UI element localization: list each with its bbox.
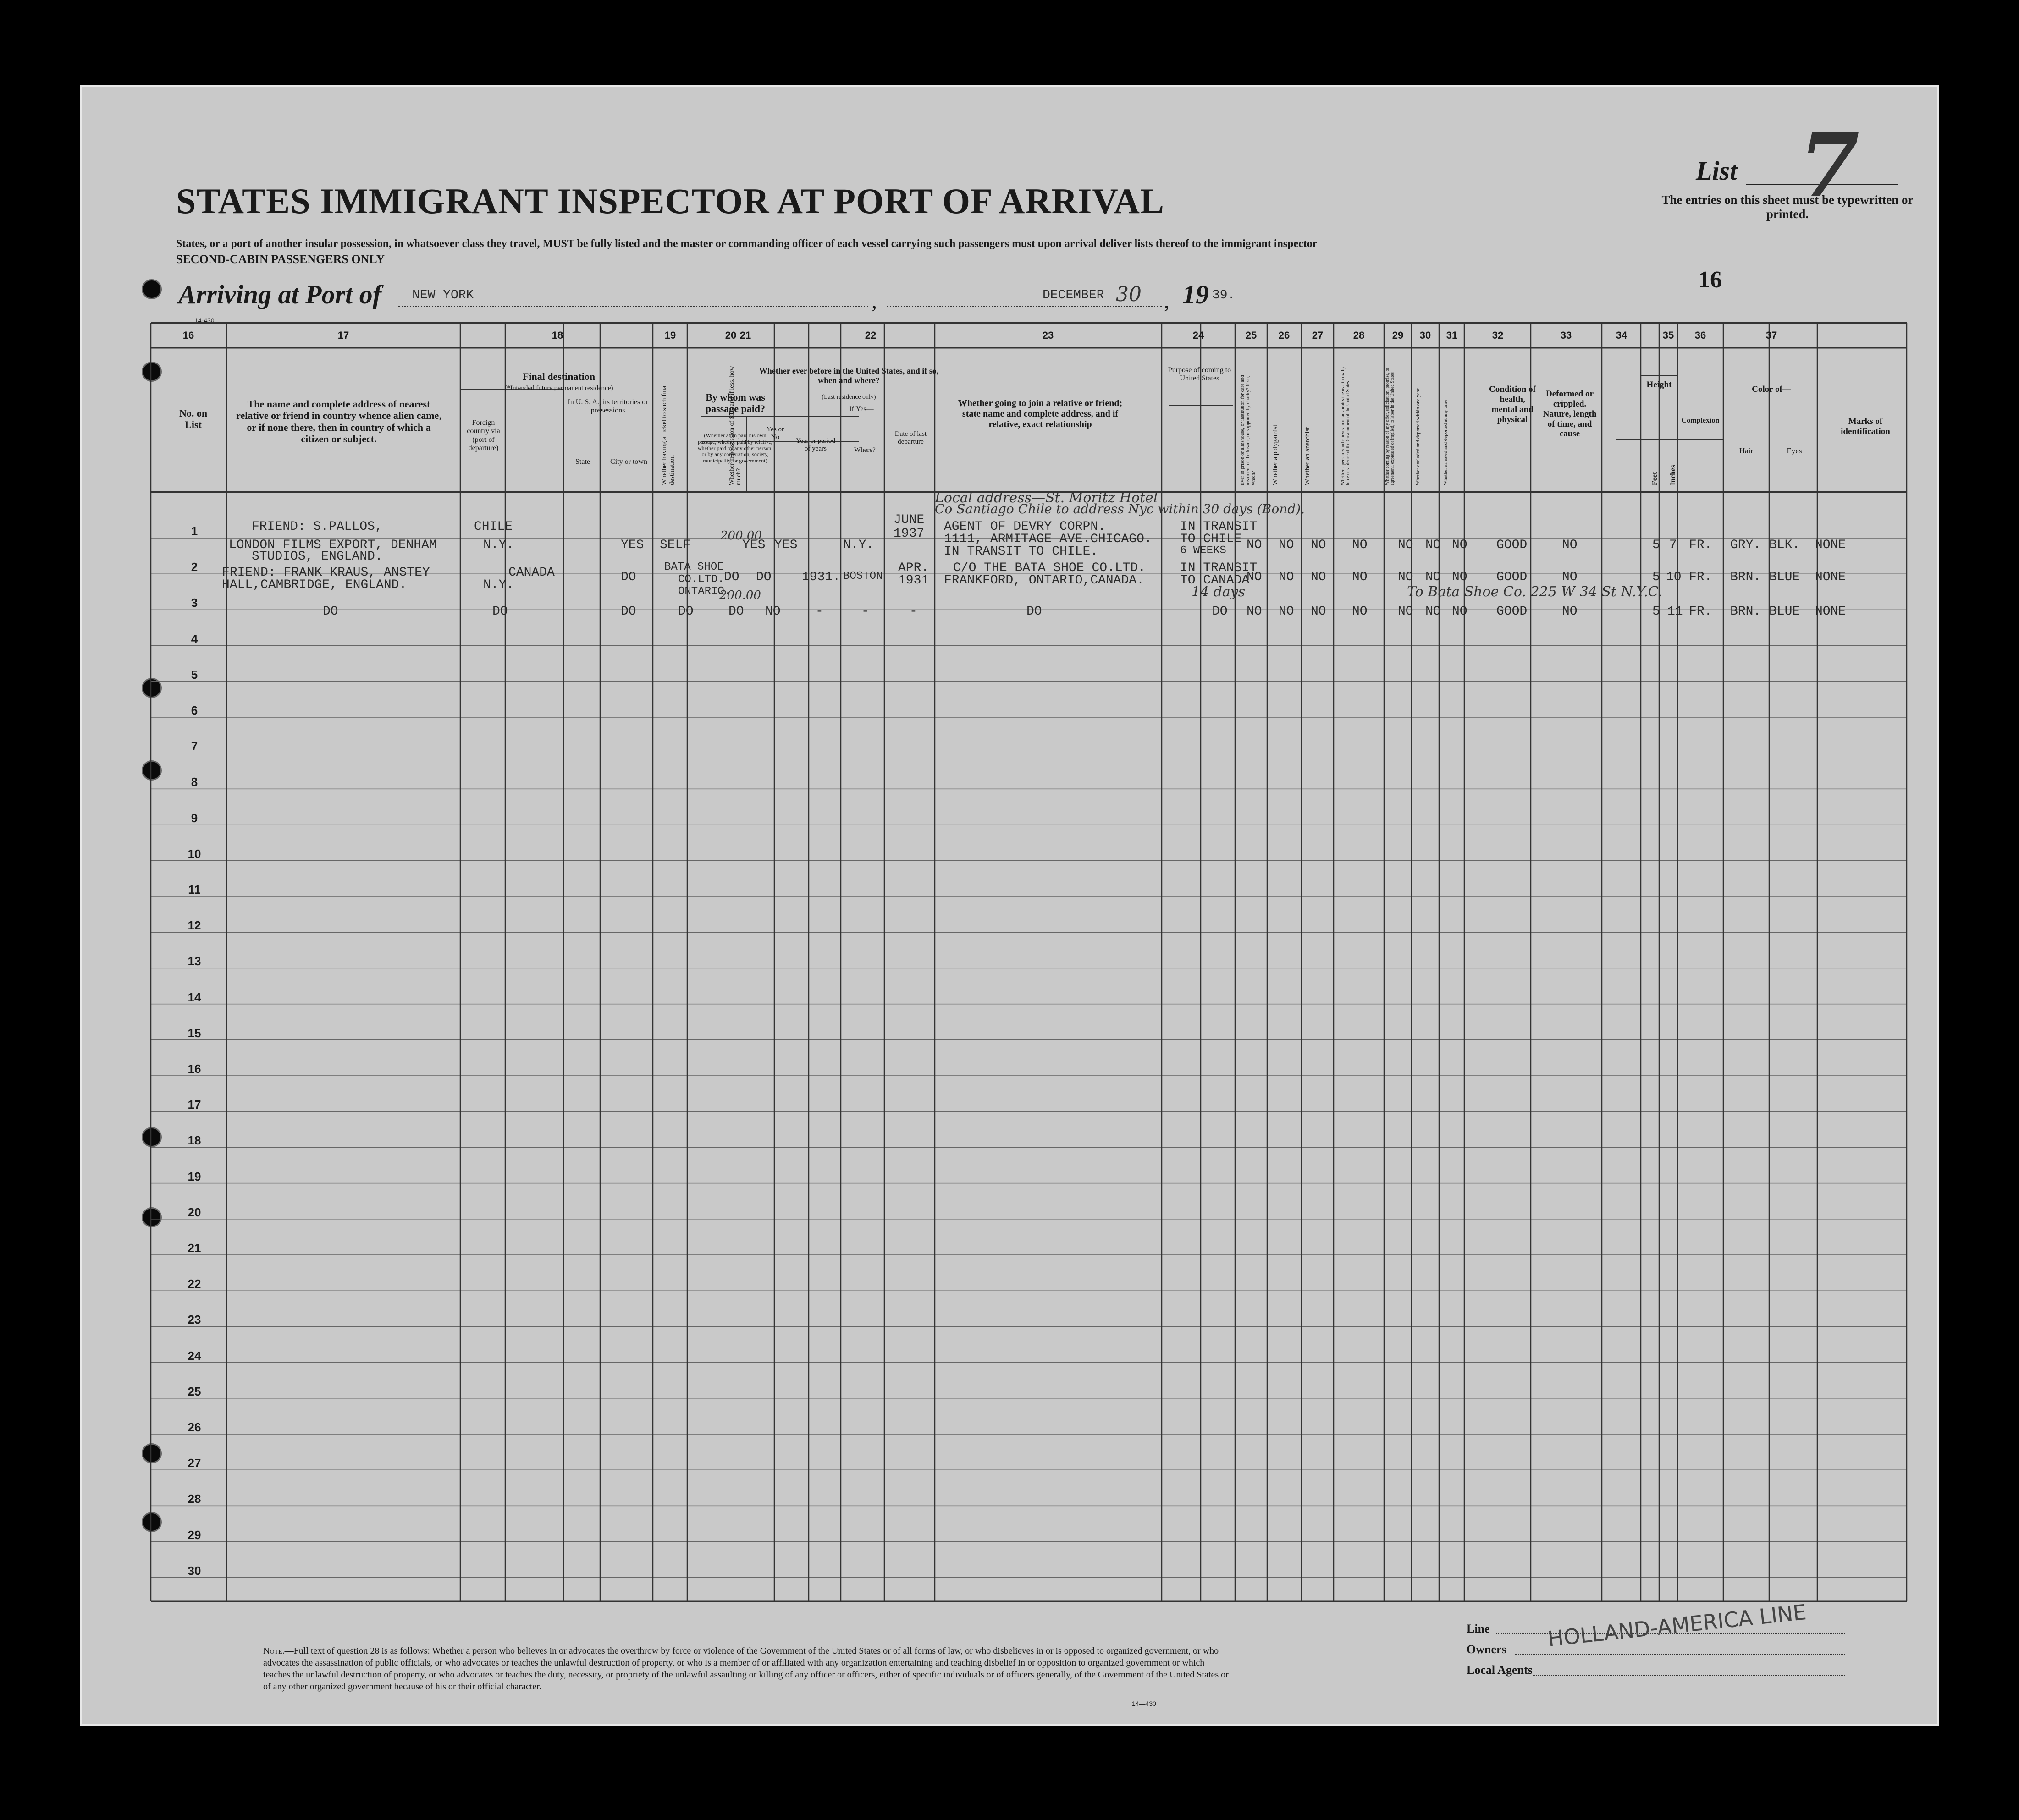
r1-join-c: IN TRANSIT TO CHILE. [944, 544, 1098, 559]
r3-before-where: - [861, 605, 869, 619]
footnote [263, 1645, 1230, 1693]
row-number: 13 [188, 954, 201, 968]
r3-q25: NO [1247, 605, 1262, 619]
second-cabin-label: SECOND-CABIN PASSENGERS ONLY [176, 253, 385, 266]
r1-before-years: YES [774, 538, 798, 552]
r3-health: GOOD [1496, 605, 1528, 619]
column-number: 25 [1245, 330, 1257, 341]
r2-purpose-b: TO CANADA [1180, 573, 1250, 588]
row-number: 27 [188, 1456, 201, 1470]
row-number: 11 [188, 883, 201, 896]
r2-q27: NO [1311, 570, 1326, 584]
col18-sub: (*Intended future permanent residence) [504, 385, 613, 392]
row-number: 7 [191, 739, 198, 753]
r1-before-yes: YES [742, 538, 766, 552]
col35-header: Complexion [1681, 417, 1720, 424]
col36-eyes: Eyes [1787, 446, 1802, 455]
agents-rule [1533, 1675, 1845, 1676]
r2-paid-c: ONTARIO. [678, 585, 731, 598]
r2-q28: NO [1352, 570, 1368, 584]
row-number: 28 [188, 1492, 201, 1506]
r1-q25: NO [1247, 538, 1262, 552]
row-number: 17 [188, 1098, 201, 1112]
column-number: 19 [664, 330, 676, 341]
r1-relative-b: LONDON FILMS EXPORT, DENHAM [229, 538, 437, 552]
row-number: 1 [191, 524, 198, 538]
col18-usa: In U. S. A., its territories or possessions [568, 398, 648, 415]
column-number: 18 [552, 330, 563, 341]
page-number: 16 [1698, 267, 1722, 293]
column-number: 27 [1312, 330, 1324, 341]
port-value: NEW YORK [412, 288, 474, 302]
r2-ticket: DO [621, 570, 636, 584]
r3-before-years: - [816, 605, 823, 619]
r3-money-hand: 200.00 [719, 588, 761, 602]
col17-header: The name and complete address of nearest relative or friend in country whence alien came, or if none there, then in country of which a citizen or subject. [236, 398, 441, 445]
r2-q29: NO [1398, 570, 1413, 584]
r2-paid-a: BATA SHOE [664, 561, 724, 573]
r3-relative: DO [323, 605, 338, 619]
r2-hair: BRN. [1730, 570, 1761, 584]
instructions-line: States, or a port of another insular possession, in whatsoever class they travel, MUST be fully listed and the master or commanding officer of each vessel carrying such passengers must upon arrival deliver lists thereof to the immigrant inspector [176, 238, 1318, 250]
r2-q31: NO [1452, 570, 1467, 584]
col27-header: Whether an anarchist [1304, 427, 1311, 485]
col29-header: Whether coming by reason of any offer, solicitation, promise, or agreement, expressed or implied, to labor in the United States [1385, 367, 1395, 485]
r2-purpose-a: IN TRANSIT [1180, 561, 1258, 575]
r2-before-yes: DO [756, 570, 772, 584]
month-value: DECEMBER [1043, 288, 1104, 302]
r2-state: N.Y. [483, 578, 514, 592]
col19-header: Whether having a ticket to such final destination [661, 384, 676, 485]
row-number: 12 [188, 918, 201, 933]
col36-hair: Hair [1739, 446, 1754, 455]
row-number: 2 [191, 560, 198, 574]
col18-foreign: Foreign country via (port of departure) [467, 419, 500, 452]
row-number: 10 [188, 847, 201, 861]
owners-label: Owners [1467, 1643, 1506, 1656]
col28-header: Whether a person who believes in or advocates the overthrow by force or violence of the Government of the United States [1340, 366, 1351, 485]
r1-q26: NO [1279, 538, 1294, 552]
col22-sub: (Last residence only) [822, 394, 876, 401]
r1-purpose-a: IN TRANSIT [1180, 520, 1258, 534]
col18-city: City or town [610, 458, 647, 466]
r3-q30: NO [1425, 605, 1441, 619]
col32-header: Condition of health, mental and physical [1489, 385, 1536, 424]
r2-feet: 5 [1652, 570, 1660, 584]
list-label: List [1696, 156, 1738, 186]
r3-inches: 11 [1667, 605, 1683, 619]
r3-feet: 5 [1652, 605, 1660, 619]
r2-relative-a: FRIEND: FRANK KRAUS, ANSTEY [222, 566, 430, 580]
r1-marks: NONE [1815, 538, 1846, 552]
column-number: 32 [1492, 330, 1504, 341]
col22-where: Where? [854, 446, 876, 454]
r2-purpose-hand: 14 days [1192, 584, 1246, 600]
row-number: 9 [191, 811, 198, 825]
r3-before-yes: NO [765, 605, 781, 619]
col18-state: State [575, 458, 590, 466]
r3-marks: NONE [1815, 605, 1846, 619]
col23-header: Whether going to join a relative or friend; state name and complete address, and if relative, exact relationship [958, 398, 1123, 429]
column-number: 33 [1560, 330, 1572, 341]
column-number: 26 [1278, 330, 1290, 341]
col34-inches: Inches [1669, 465, 1677, 485]
col37-header: Marks of identification [1841, 417, 1890, 436]
row-number: 15 [188, 1026, 201, 1040]
r2-health: GOOD [1496, 570, 1528, 584]
column-number: 30 [1419, 330, 1431, 341]
r3-deformed: NO [1562, 605, 1578, 619]
row-number: 24 [188, 1348, 201, 1363]
list-number: 7 [1799, 114, 1860, 216]
column-number: 28 [1353, 330, 1365, 341]
col34-header: Height [1646, 380, 1672, 390]
r3-paid: DO [678, 605, 694, 619]
column-number: 29 [1392, 330, 1404, 341]
col22-yesno: Yes or No [766, 426, 784, 441]
col30-header: Whether excluded and deported within one year [1415, 388, 1421, 485]
r1-relative-c: STUDIOS, ENGLAND. [252, 550, 383, 564]
row-number: 26 [188, 1420, 201, 1434]
year-comma: , [1164, 289, 1169, 313]
r1-ticket: YES [621, 538, 644, 552]
r3-eyes: BLUE [1769, 605, 1800, 619]
row-number: 19 [188, 1169, 201, 1183]
r2-q25: NO [1247, 570, 1262, 584]
r3-money: DO [728, 605, 744, 619]
column-number: 17 [337, 330, 349, 341]
r3-q31: NO [1452, 605, 1467, 619]
r3-ticket: DO [621, 605, 636, 619]
form-number: 14-430 [194, 317, 215, 324]
r1-hair: GRY. [1730, 538, 1761, 552]
manifest-sheet [80, 85, 1939, 1726]
row-number: 22 [188, 1277, 201, 1291]
col24-header: Purpose of coming to United States [1168, 366, 1231, 383]
row-number: 18 [188, 1133, 201, 1148]
r2-q26: NO [1279, 570, 1294, 584]
row-number: 14 [188, 990, 201, 1004]
r1-before-where: N.Y. [843, 538, 874, 552]
column-number: 23 [1042, 330, 1054, 341]
r2-hand-note: To Bata Shoe Co. 225 W 34 St N.Y.C. [1407, 584, 1663, 600]
r2-complexion: FR. [1689, 570, 1712, 584]
row-number: 8 [191, 775, 198, 789]
r2-join-b: FRANKFORD, ONTARIO,CANADA. [944, 573, 1144, 588]
column-number: 34 [1616, 330, 1627, 341]
row-number: 6 [191, 704, 198, 717]
r1-date-b: 1937 [894, 527, 925, 541]
col21-header: Whether in possession of $50, and if less, how much? [728, 366, 743, 485]
r2-eyes: BLUE [1769, 570, 1800, 584]
r2-marks: NONE [1815, 570, 1846, 584]
r2-inches: 10 [1666, 570, 1682, 584]
year-suffix: 39. [1212, 288, 1236, 302]
column-number: 20 [725, 330, 737, 341]
owners-rule [1515, 1654, 1845, 1655]
r1-feet: 5 [1652, 538, 1660, 552]
col20-sub: (Whether alien paid his own passage, whether paid by relative, whether paid by any other person, or by any corporation, society, municipality, or government) [697, 432, 773, 464]
r1-q29: NO [1398, 538, 1413, 552]
r1-health: GOOD [1496, 538, 1528, 552]
footer-form-number: 14—430 [1132, 1700, 1156, 1707]
col34-feet: Feet [1651, 472, 1659, 485]
r1-q31: NO [1452, 538, 1467, 552]
r3-before-date: - [910, 605, 917, 619]
col22-header: Whether ever before in the United States, and if so, when and where? [759, 366, 939, 385]
column-number: 37 [1765, 330, 1777, 341]
footnote-label: Note. [263, 1646, 285, 1656]
r3-hair: BRN. [1730, 605, 1761, 619]
r3-foreign: DO [492, 605, 508, 619]
year-prefix: 19 [1182, 280, 1209, 309]
r1-q30: NO [1425, 538, 1441, 552]
r2-foreign: CANADA [508, 566, 555, 580]
col20-header: By whom was passage paid? [705, 391, 766, 415]
r1-purpose-c: 6 WEEKS [1180, 544, 1226, 557]
r2-money: DO [724, 570, 739, 584]
r3-q26: NO [1279, 605, 1294, 619]
col22-if-yes: If Yes— [849, 405, 874, 413]
column-number: 16 [182, 330, 194, 341]
col25-header: Ever in prison or almshouse, or institution for care and treatment of the insane, or supported by charity? If so, which? [1240, 375, 1257, 485]
line-label: Line [1467, 1622, 1490, 1635]
arriving-label: Arriving at Port of [178, 280, 382, 309]
r1-date-a: JUNE [894, 513, 925, 527]
column-number: 35 [1662, 330, 1674, 341]
r1-inches: 7 [1669, 538, 1677, 552]
column-number: 21 [739, 330, 751, 341]
col22-years: Year or period of years [796, 437, 835, 453]
row-number: 3 [191, 596, 198, 610]
col22-date: Date of last departure [894, 430, 927, 446]
r3-q29: NO [1398, 605, 1413, 619]
r2-date-a: APR. [898, 561, 929, 575]
r1-money: 200.00 [720, 529, 762, 543]
r1-q28: NO [1352, 538, 1368, 552]
col18-header: Final destination [522, 371, 596, 382]
column-number: 36 [1694, 330, 1706, 341]
row-number: 16 [188, 1062, 201, 1076]
column-number: 24 [1192, 330, 1204, 341]
r1-paid: SELF [660, 538, 691, 552]
row-number: 23 [188, 1313, 201, 1327]
r3-join: DO [1026, 605, 1042, 619]
r1-complexion: FR. [1689, 538, 1712, 552]
r1-foreign: CHILE [474, 520, 513, 534]
row-number: 29 [188, 1528, 201, 1542]
footnote-text: —Full text of question 28 is as follows: Whether a person who believes in or advocates the overthrow by force or violence of the Government of the United States or of all forms of law, or who disbelieves in or is opposed to organized government, or who advocates the assassination of public officials, or who advocates or teaches the unlawful destruction of property, or who is a member of or affiliated with any organization entertaining and teaching disbelief in or opposition to organized government or which teaches the unlawful destruction of property, or who advocates or teaches the duty, necessity, or propriety of the unlawful assaulting or killing of any officer or officers, either of specific individuals or of officers generally, of the Government of the United States or of any other organized government because of his or their official character. [263, 1646, 1229, 1692]
r2-date-b: 1931 [898, 573, 929, 588]
r1-q27: NO [1311, 538, 1326, 552]
r2-before-years: 1931. [802, 570, 841, 584]
day-value: 30 [1116, 283, 1142, 306]
agents-label: Local Agents [1467, 1663, 1533, 1677]
r2-q30: NO [1425, 570, 1441, 584]
r1-join-hand-b: Co Santiago Chile to address Nyc within 30 days (Bond). [935, 501, 1305, 517]
typewritten-note: The entries on this sheet must be typewritten or printed. [1661, 193, 1914, 221]
r1-eyes: BLK. [1769, 538, 1800, 552]
col16-header: No. on List [179, 407, 208, 431]
r1-purpose-b: TO CHILE [1180, 532, 1242, 546]
col33-header: Deformed or crippled. Nature, length of time, and cause [1543, 389, 1597, 439]
r2-deformed: NO [1562, 570, 1578, 584]
r2-before-where: BOSTON [843, 570, 883, 583]
column-number: 31 [1446, 330, 1458, 341]
owner-stamp: HOLLAND-AMERICA LINE [1546, 1600, 1808, 1651]
r3-complexion: FR. [1689, 605, 1712, 619]
r1-relative-a: FRIEND: S.PALLOS, [252, 520, 383, 534]
column-number: 22 [865, 330, 877, 341]
page-title: STATES IMMIGRANT INSPECTOR AT PORT OF ARRIVAL [176, 181, 1164, 221]
r1-join-hand-a: Local address—St. Moritz Hotel [935, 490, 1158, 506]
row-number: 20 [188, 1205, 201, 1219]
r2-relative-b: HALL,CAMBRIDGE, ENGLAND. [222, 578, 407, 592]
row-number: 25 [188, 1384, 201, 1398]
row-number: 21 [188, 1241, 201, 1255]
r3-q28: NO [1352, 605, 1368, 619]
date-comma: , [872, 289, 877, 313]
r3-purpose: DO [1212, 605, 1228, 619]
r1-join-a: AGENT OF DEVRY CORPN. [944, 520, 1106, 534]
col31-header: Whether arrested and deported at any time [1443, 400, 1448, 485]
r2-paid-b: CO.LTD. [678, 573, 724, 586]
row-number: 5 [191, 667, 198, 682]
r3-q27: NO [1311, 605, 1326, 619]
col26-header: Whether a polygamist [1272, 424, 1279, 485]
r1-join-b: 1111, ARMITAGE AVE.CHICAGO. [944, 532, 1152, 546]
col36-header: Color of— [1752, 385, 1791, 394]
r2-join-a: C/O THE BATA SHOE CO.LTD. [953, 561, 1146, 575]
row-number: 4 [191, 632, 198, 646]
r1-state: N.Y. [483, 538, 514, 552]
r1-deformed: NO [1562, 538, 1578, 552]
row-number: 30 [188, 1563, 201, 1578]
